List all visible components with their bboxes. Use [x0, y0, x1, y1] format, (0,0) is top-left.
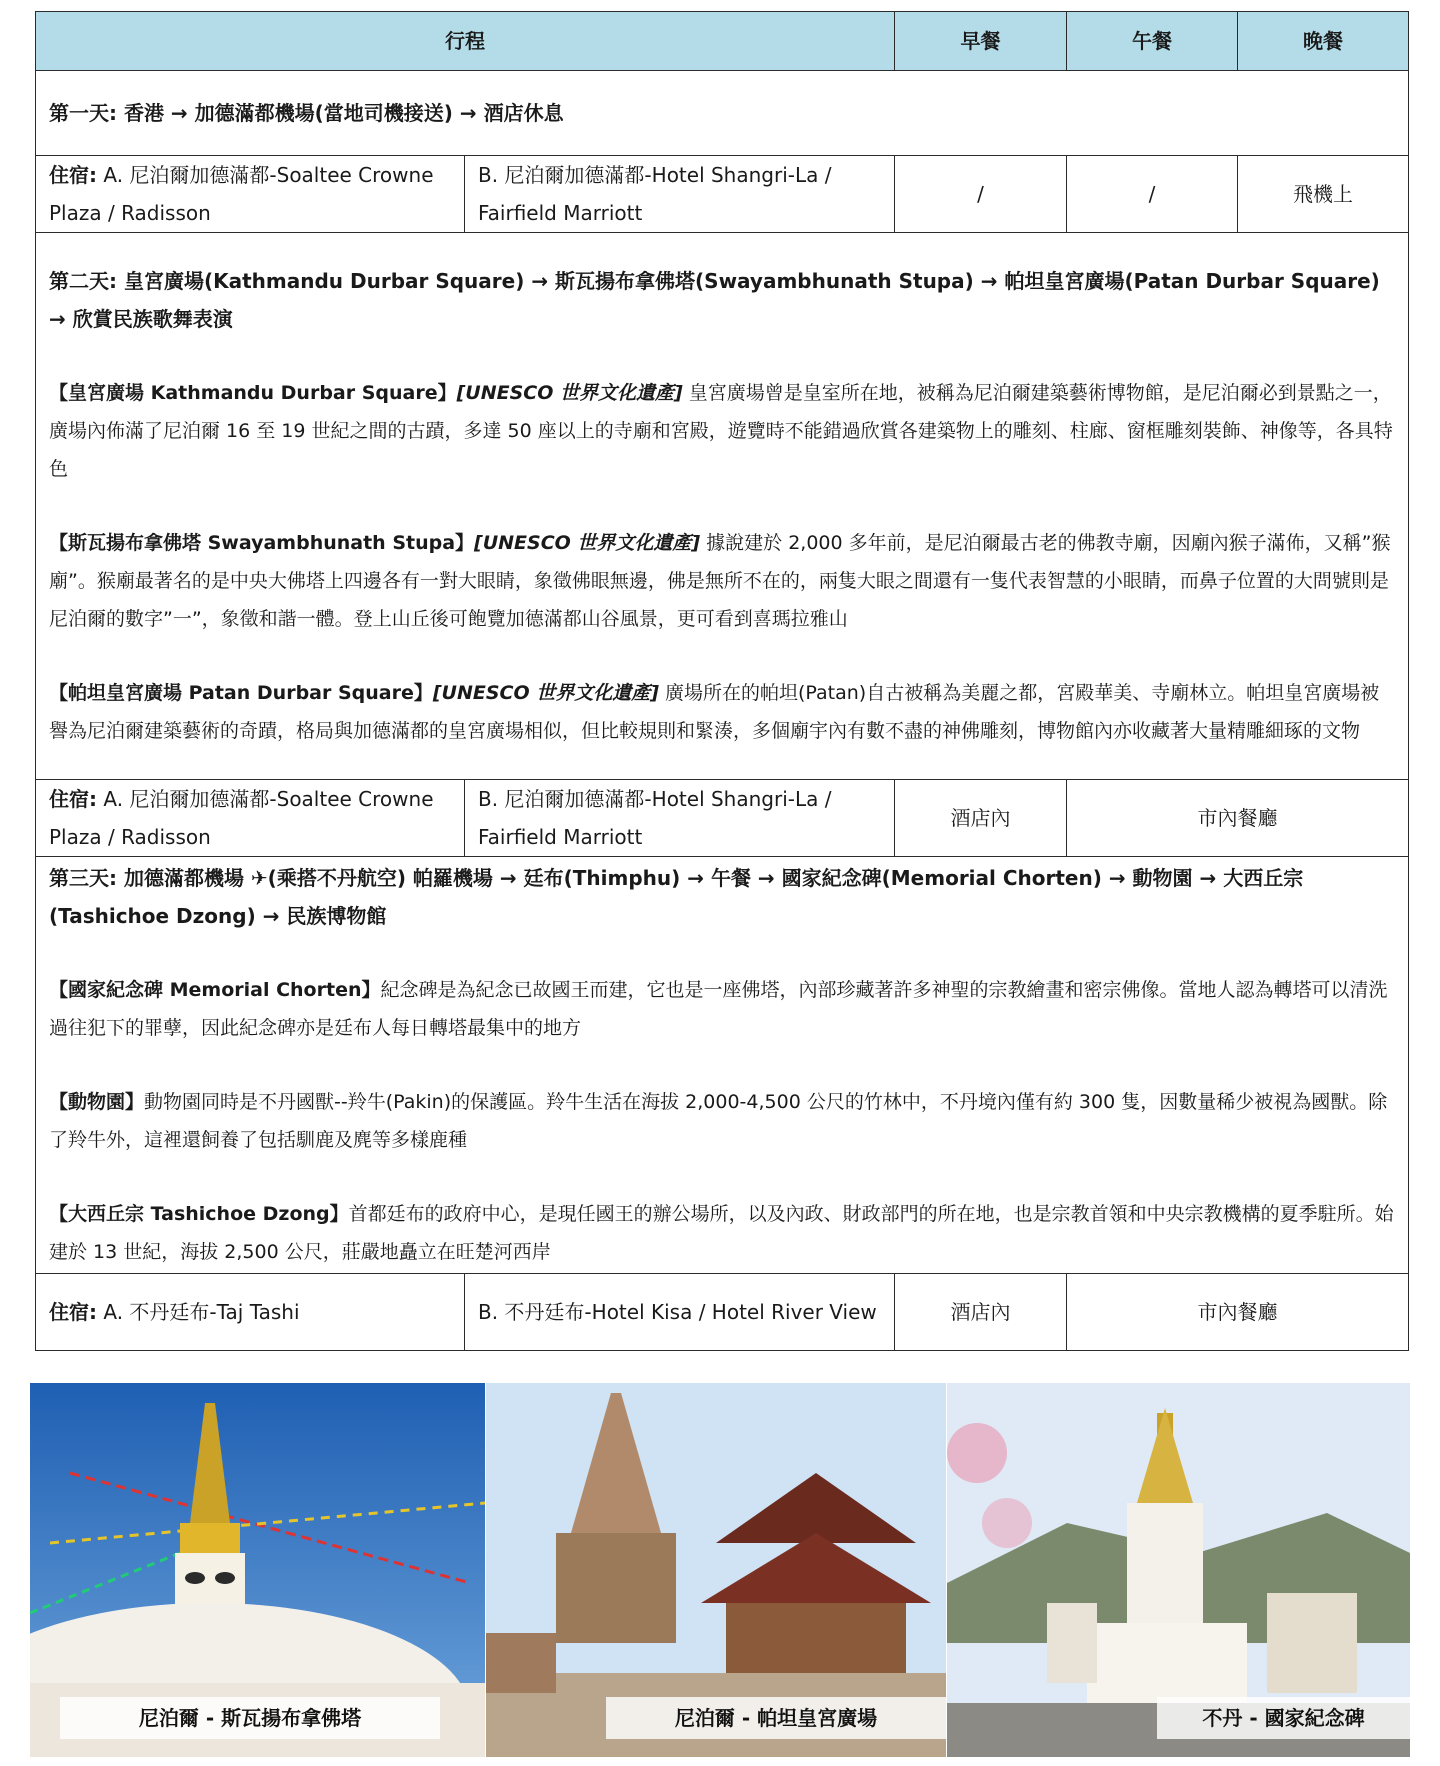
photo-memorial-chorten	[947, 1383, 1410, 1757]
day-3-stay-row: 住宿: A. 不丹廷布-Taj Tashi B. 不丹廷布-Hotel Kisa / Hotel River View 酒店內 市內餐廳	[36, 1274, 1409, 1351]
day-2-paragraph-1: 【皇宮廣場 Kathmandu Durbar Square】[UNESCO 世界文化遺產] 皇宮廣場曾是皇室所在地，被稱為尼泊爾建築藝術博物館，是尼泊爾必到景點之一，廣場內佈滿了尼泊爾 16 至 19 世紀之間的古蹟，多達 50 座以上的寺廟和宮殿，遊覽時不能錯過欣賞各建築物上的雕刻、柱廊、窗框雕刻裝飾、神像等，各具特色	[49, 382, 1393, 480]
day-1-dinner: 飛機上	[1238, 156, 1409, 233]
day-3-paragraph-1: 【國家紀念碑 Memorial Chorten】紀念碑是為紀念已故國王而建，它也是一座佛塔，內部珍藏著許多神聖的宗教繪畫和密宗佛像。當地人認為轉塔可以清洗過往犯下的罪孽，因此紀念碑亦是廷布人每日轉塔最集中的地方	[49, 979, 1388, 1039]
day-1-breakfast: /	[895, 156, 1067, 233]
day-2-hotel-a: A. 尼泊爾加德滿都-Soaltee Crowne Plaza / Radisson	[49, 787, 434, 849]
day-3-hotel-a: A. 不丹廷布-Taj Tashi	[103, 1300, 300, 1324]
day-2-row	[36, 233, 1409, 780]
day-3-row	[36, 857, 1409, 1274]
header-lunch: 午餐	[1067, 12, 1238, 71]
photo-caption-3: 不丹 - 國家紀念碑	[1157, 1697, 1410, 1739]
header-dinner: 晚餐	[1238, 12, 1409, 71]
stay-label: 住宿:	[49, 163, 97, 187]
day-1-lunch: /	[1067, 156, 1238, 233]
photo-strip	[30, 1383, 1410, 1757]
itinerary-document	[35, 11, 1408, 1351]
table-header	[36, 12, 1409, 71]
photo-caption-2: 尼泊爾 - 帕坦皇宮廣場	[606, 1697, 946, 1739]
day-3-title: 第三天: 加德滿都機場 ✈(乘搭不丹航空) 帕羅機場 → 廷布(Thimphu) → 午餐 → 國家紀念碑(Memorial Chorten) → 動物園 → 大西丘宗(Tashichoe Dzong) → 民族博物館	[49, 866, 1304, 928]
day-3-paragraph-3: 【大西丘宗 Tashichoe Dzong】首都廷布的政府中心，是現任國王的辦公場所，以及內政、財政部門的所在地，也是宗教首領和中央宗教機構的夏季駐所。始建於 13 世紀，海拔 2,500 公尺，莊嚴地矗立在旺楚河西岸	[49, 1203, 1394, 1263]
header-breakfast: 早餐	[895, 12, 1067, 71]
day-2-breakfast: 酒店內	[895, 780, 1067, 857]
day-2-paragraph-2: 【斯瓦揚布拿佛塔 Swayambhunath Stupa】[UNESCO 世界文化遺產] 據說建於 2,000 多年前，是尼泊爾最古老的佛教寺廟，因廟內猴子滿佈，又稱”猴廟”。猴廟最著名的是中央大佛塔上四邊各有一對大眼睛，象徵佛眼無邊，佛是無所不在的，兩隻大眼之間還有一隻代表智慧的小眼睛，而鼻子位置的大問號則是尼泊爾的數字”一”，象徵和諧一體。登上山丘後可飽覽加德滿都山谷風景，更可看到喜瑪拉雅山	[49, 532, 1391, 630]
day-2-hotel-b: B. 尼泊爾加德滿都-Hotel Shangri-La / Fairfield Marriott	[465, 780, 895, 857]
photo-swayambhunath	[30, 1383, 485, 1757]
day-1-stay-row	[36, 156, 1409, 233]
header-itinerary: 行程	[36, 12, 895, 71]
day-3-breakfast: 酒店內	[895, 1274, 1067, 1351]
day-1-hotel-b: B. 尼泊爾加德滿都-Hotel Shangri-La / Fairfield Marriott	[465, 156, 895, 233]
day-1-hotel-a: A. 尼泊爾加德滿都-Soaltee Crowne Plaza / Radisson	[49, 163, 434, 225]
day-1-title: 第一天: 香港 → 加德滿都機場(當地司機接送) → 酒店休息	[49, 101, 564, 125]
day-3-paragraph-2: 【動物園】動物園同時是不丹國獸--羚牛(Pakin)的保護區。羚牛生活在海拔 2,000-4,500 公尺的竹林中，不丹境內僅有約 300 隻，因數量稀少被視為國獸。除了羚牛外，這裡還飼養了包括馴鹿及麂等多樣鹿種	[49, 1091, 1388, 1151]
photo-patan	[486, 1383, 946, 1757]
day-3-hotel-b: B. 不丹廷布-Hotel Kisa / Hotel River View	[465, 1274, 895, 1351]
day-1-row	[36, 71, 1409, 156]
day-3-lunch: 市內餐廳	[1067, 1274, 1409, 1351]
day-2-lunch: 市內餐廳	[1067, 780, 1409, 857]
day-2-title: 第二天: 皇宮廣場(Kathmandu Durbar Square) → 斯瓦揚布拿佛塔(Swayambhunath Stupa) → 帕坦皇宮廣場(Patan Durbar Square) → 欣賞民族歌舞表演	[49, 269, 1380, 331]
itinerary-table	[35, 11, 1409, 1351]
photo-caption-1: 尼泊爾 - 斯瓦揚布拿佛塔	[60, 1697, 440, 1739]
day-2-stay-row: 住宿: A. 尼泊爾加德滿都-Soaltee Crowne Plaza / Radisson B. 尼泊爾加德滿都-Hotel Shangri-La / Fairfield Marriott 酒店內 市內餐廳	[36, 780, 1409, 857]
day-2-paragraph-3: 【帕坦皇宮廣場 Patan Durbar Square】[UNESCO 世界文化遺產] 廣場所在的帕坦(Patan)自古被稱為美麗之都，宮殿華美、寺廟林立。帕坦皇宮廣場被譽為尼泊爾建築藝術的奇蹟，格局與加德滿都的皇宮廣場相似，但比較規則和緊湊，多個廟宇內有數不盡的神佛雕刻，博物館內亦收藏著大量精雕細琢的文物	[49, 682, 1380, 742]
